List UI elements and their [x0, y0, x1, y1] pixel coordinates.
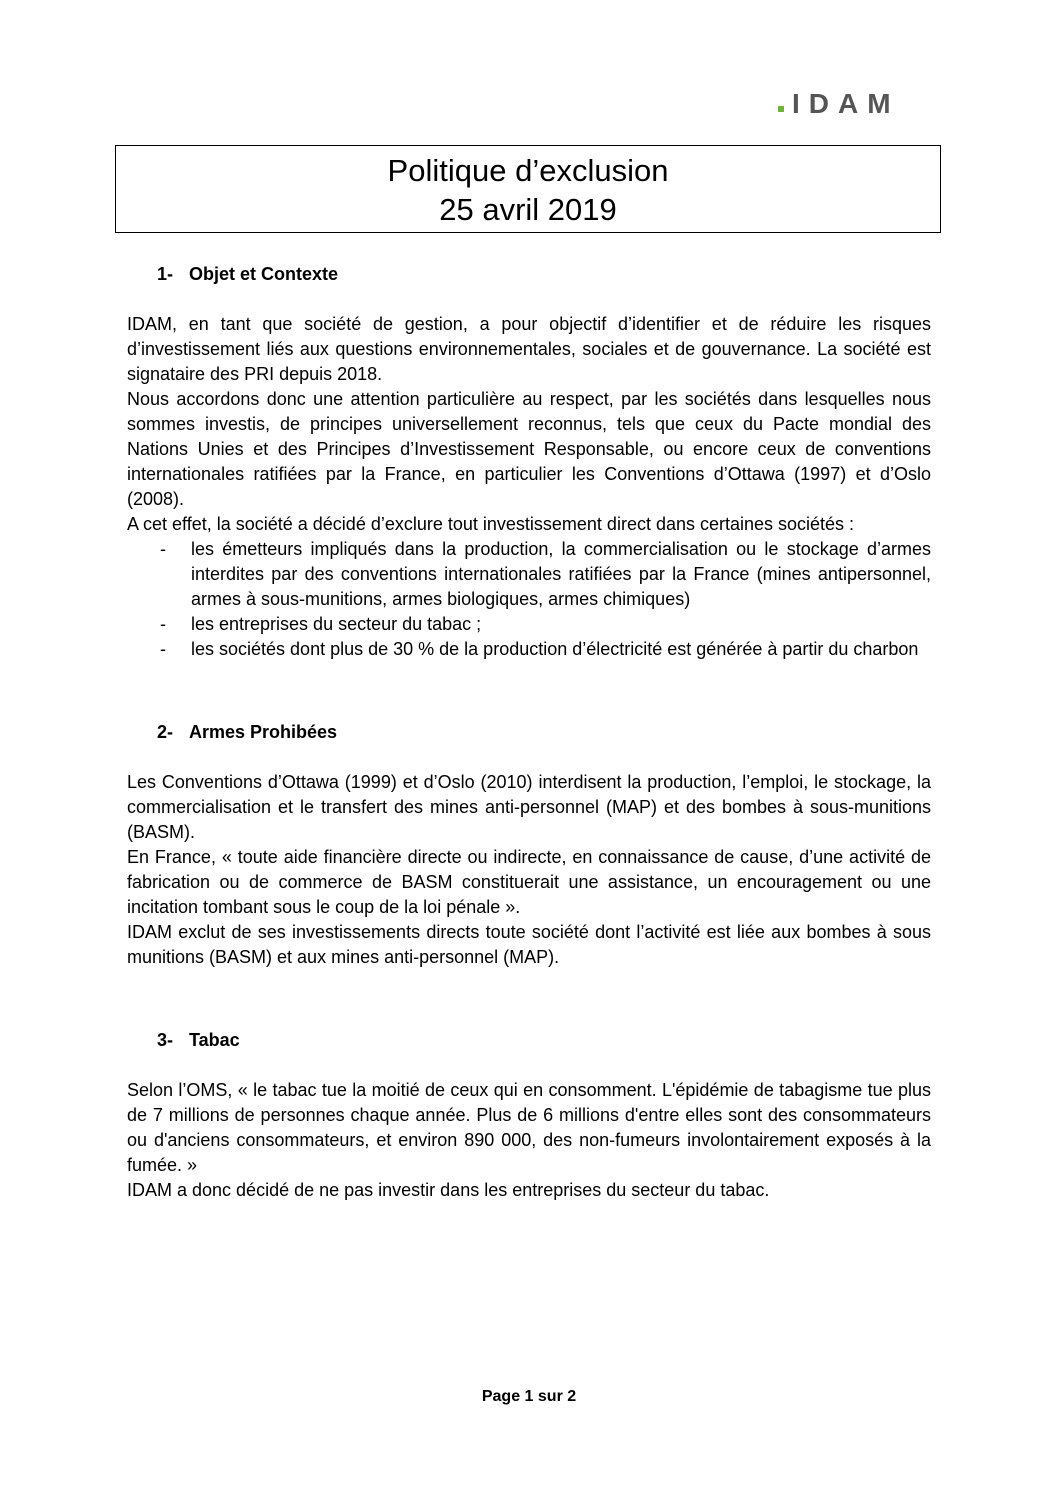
paragraph: A cet effet, la société a décidé d’exclure tout investissement direct dans certaines sociétés : [127, 514, 855, 534]
section-number: 2- [157, 722, 174, 742]
paragraph: Selon l’OMS, « le tabac tue la moitié de ceux qui en consomment. L'épidémie de tabagisme tue plus de 7 millions de personnes chaque année. Plus de 6 millions d'entre elles sont des consommateurs ou d'anciens consommateurs, et environ 890 000, des non-fumeurs involontairement exposés à la fumée. » [127, 1080, 931, 1175]
page-number: Page 1 sur 2 [481, 1388, 577, 1405]
section-heading-objet [127, 262, 931, 287]
list-item: - les émetteurs impliqués dans la production, la commercialisation ou le stockage d’armes interdites par des conventions internationales ratifiées par la France (mines antipersonnel, armes à sous-munitions, armes biologiques, armes chimiques) [127, 537, 931, 612]
logo-text: IDAM [792, 88, 900, 119]
paragraph: IDAM, en tant que société de gestion, a pour objectif d’identifier et de réduire les risques d’investissement liés aux questions environnementales, sociales et de gouvernance. La société est signataire des PRI depuis 2018. [127, 314, 931, 384]
document-date: 25 avril 2019 [439, 192, 617, 227]
paragraph: Les Conventions d’Ottawa (1999) et d’Oslo (2010) interdisent la production, l’emploi, le stockage, la commercialisation et le transfert des mines anti-personnel (MAP) et des bombes à sous-munitions (BASM). [127, 772, 931, 842]
document-title: Politique d’exclusion [387, 153, 669, 188]
paragraph: En France, « toute aide financière directe ou indirecte, en connaissance de cause, d’une activité de fabrication ou de commerce de BASM constituerait une assistance, un encouragement ou une incitation tombant sous le coup de la loi pénale ». [127, 847, 931, 917]
document-body [127, 262, 931, 1203]
list-item: - les entreprises du secteur du tabac ; [127, 612, 931, 637]
section-heading-tabac [127, 1028, 931, 1053]
section-title: Tabac [189, 1030, 240, 1050]
list-item: - les sociétés dont plus de 30 % de la production d’électricité est générée à partir du charbon [127, 637, 931, 662]
exclusion-list [127, 537, 931, 662]
document-title-box [115, 145, 941, 233]
section-title: Armes Prohibées [189, 722, 338, 742]
section-number: 3- [157, 1030, 174, 1050]
section-title: Objet et Contexte [189, 264, 339, 284]
section-heading-armes [127, 720, 931, 745]
section-number: 1- [157, 264, 174, 284]
idam-logo [778, 88, 900, 120]
paragraph: Nous accordons donc une attention particulière au respect, par les sociétés dans lesquelles nous sommes investis, de principes universellement reconnus, tels que ceux du Pacte mondial des Nations Unies et des Principes d’Investissement Responsable, ou encore ceux de conventions internationales ratifiées par la France, en particulier les Conventions d’Ottawa (1997) et d’Oslo (2008). [127, 389, 931, 509]
paragraph: IDAM exclut de ses investissements directs toute société dont l’activité est liée aux bombes à sous munitions (BASM) et aux mines anti-personnel (MAP). [127, 922, 931, 967]
logo-dot-icon [778, 106, 784, 112]
paragraph: IDAM a donc décidé de ne pas investir dans les entreprises du secteur du tabac. [127, 1180, 770, 1200]
